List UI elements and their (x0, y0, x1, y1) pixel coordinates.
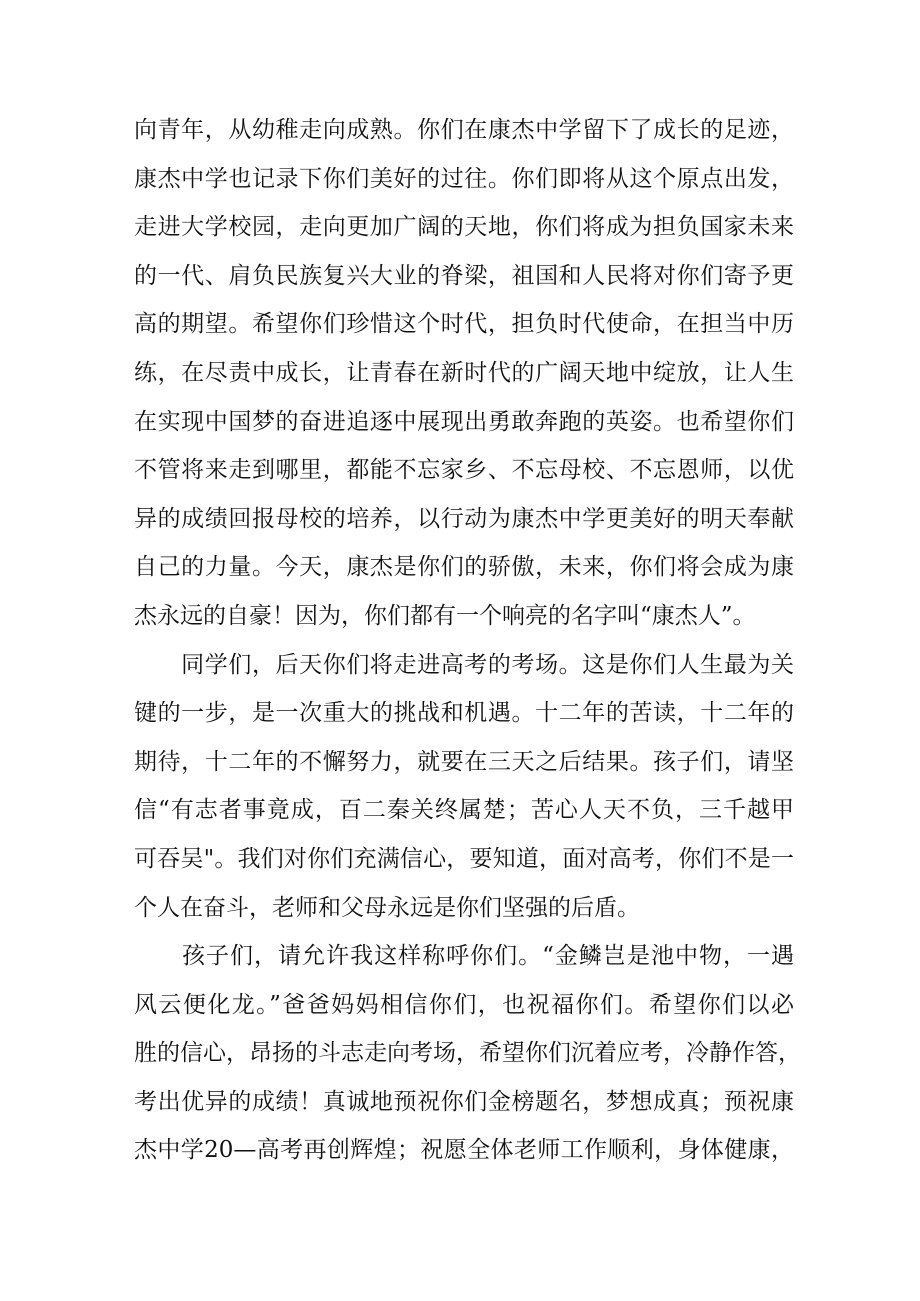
text-line: 在实现中国梦的奋进追逐中展现出勇敢奔跑的英姿。也希望你们 (134, 408, 794, 435)
text-line: 考出优异的成绩！真诚地预祝你们金榜题名，梦想成真；预祝康 (134, 1088, 794, 1115)
text-line: 胜的信心，昂扬的斗志走向考场，希望你们沉着应考，冷静作答， (134, 1040, 801, 1067)
text-line: 不管将来走到哪里，都能不忘家乡、不忘母校、不忘恩师，以优 (134, 457, 794, 484)
paragraph-end-line: 个人在奋斗，老师和父母永远是你们坚强的后盾。 (134, 894, 640, 921)
text-line: 异的成绩回报母校的培养，以行动为康杰中学更美好的明天奉献 (134, 505, 794, 532)
text-line: 杰中学20—高考再创辉煌；祝愿全体老师工作顺利，身体健康， (134, 1137, 794, 1164)
text-line: 键的一步，是一次重大的挑战和机遇。十二年的苦读，十二年的 (134, 700, 794, 727)
text-line: 期待，十二年的不懈努力，就要在三天之后结果。孩子们，请坚 (134, 748, 794, 775)
text-line: 练，在尽责中成长，让青春在新时代的广阔天地中绽放，让人生 (134, 359, 794, 386)
text-line: 信“有志者事竟成，百二秦关终属楚；苦心人天不负，三千越甲 (134, 797, 794, 824)
paragraph-end-line: 杰永远的自豪！因为，你们都有一个响亮的名字叫“康杰人”。 (134, 602, 756, 629)
speech-text (134, 106, 801, 1175)
text-line: 自己的力量。今天，康杰是你们的骄傲，未来，你们将会成为康 (134, 554, 794, 581)
text-line: 风云便化龙。”爸爸妈妈相信你们，也祝福你们。希望你们以必 (134, 991, 794, 1018)
text-line: 康杰中学也记录下你们美好的过往。你们即将从这个原点出发， (134, 165, 794, 192)
text-line: 走进大学校园，走向更加广阔的天地，你们将成为担负国家未来 (134, 214, 794, 241)
text-line: 高的期望。希望你们珍惜这个时代，担负时代使命，在担当中历 (134, 311, 794, 338)
text-line: 向青年，从幼稚走向成熟。你们在康杰中学留下了成长的足迹， (134, 117, 794, 143)
text-line: 可吞吴"。我们对你们充满信心，要知道，面对高考，你们不是一 (134, 845, 794, 872)
paragraph-start-line: 孩子们，请允许我这样称呼你们。“金鳞岂是池中物，一遇 (134, 943, 794, 970)
text-line: 的一代、肩负民族复兴大业的脊梁，祖国和人民将对你们寄予更 (134, 262, 794, 289)
paragraph-start-line: 同学们，后天你们将走进高考的考场。这是你们人生最为关 (134, 651, 794, 678)
